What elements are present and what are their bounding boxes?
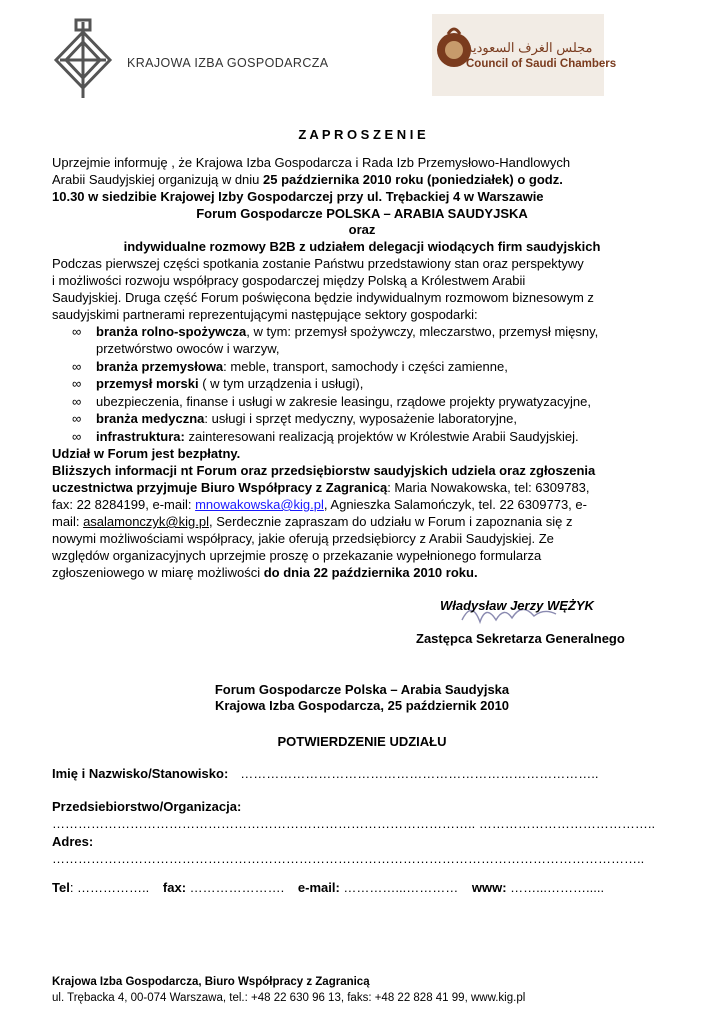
invitation-title: Z A P R O S Z E N I E bbox=[298, 127, 426, 142]
oraz-text: oraz bbox=[348, 222, 376, 237]
address-label: Adres: bbox=[52, 834, 94, 849]
kig-logo bbox=[52, 18, 114, 100]
sector-text: : usługi i sprzęt medyczny, wyposażenie laboratoryjne, bbox=[204, 411, 518, 426]
email-field[interactable]: …………...………… bbox=[339, 880, 459, 895]
sector-item bbox=[96, 376, 363, 391]
bullet-icon: ∞ bbox=[72, 359, 82, 374]
name-field[interactable] bbox=[52, 766, 599, 781]
sector-item bbox=[96, 394, 591, 409]
bullet-icon: ∞ bbox=[72, 411, 82, 426]
free-note: Udział w Forum jest bezpłatny. bbox=[52, 446, 241, 461]
kig-name: KRAJOWA IZBA GOSPODARCZA bbox=[127, 56, 329, 70]
signatory-role: Zastępca Sekretarza Generalnego bbox=[416, 631, 625, 646]
contact-line-2b: : Maria Nowakowska, tel: 6309783, bbox=[387, 480, 590, 495]
name-dots: ……………………………………………………………………….. bbox=[240, 766, 599, 781]
contact-line-4a: mail: bbox=[52, 514, 84, 529]
contact-line-7 bbox=[52, 565, 478, 580]
sector-text: ( w tym urządzenia i usługi), bbox=[198, 376, 364, 391]
intro-line-3: 10.30 w siedzibie Krajowej Izby Gospodarczej przy ul. Trębackiej 4 w Warszawie bbox=[52, 189, 544, 204]
www-label: www: bbox=[471, 880, 507, 895]
contact-line-3 bbox=[52, 497, 587, 512]
email-label: e-mail: bbox=[297, 880, 340, 895]
contact-line-2 bbox=[52, 480, 590, 495]
csc-arabic-name: مجلس الغرف السعودية bbox=[466, 40, 593, 55]
email-link-salamonczyk[interactable]: asalamonczyk@kig.pl bbox=[83, 514, 209, 529]
sector-item bbox=[96, 411, 517, 426]
para-line-4: saudyjskimi partnerami reprezentującymi następujące sektory gospodarki: bbox=[52, 307, 478, 322]
contact-line-1: Bliższych informacji nt Forum oraz przedsiębiorstw saudyjskich udziela oraz zgłoszenia bbox=[52, 463, 596, 478]
sector-text: , w tym: przemysł spożywczy, mleczarstwo, przemysł mięsny, bbox=[246, 324, 599, 339]
csc-name: Council of Saudi Chambers bbox=[466, 58, 617, 70]
contact-line-7a: zgłoszeniowego w miarę możliwości bbox=[52, 565, 264, 580]
contact-line-5: nowymi możliwościami współpracy, jakie oferują przedsiębiorcy z Arabii Saudyjskiej. Ze bbox=[52, 531, 554, 546]
sector-text: zainteresowani realizacją projektów w Królestwie Arabii Saudyjskiej. bbox=[184, 429, 579, 444]
name-label: Imię i Nazwisko/Stanowisko: bbox=[52, 766, 229, 781]
forum-name: Forum Gospodarcze POLSKA – ARABIA SAUDYJSKA bbox=[196, 206, 528, 221]
sector-bold: infrastruktura: bbox=[96, 429, 185, 444]
bullet-icon: ∞ bbox=[72, 376, 82, 391]
para-line-2: i możliwości rozwoju współpracy gospodarczej między Polską a Królestwem Arabii bbox=[52, 273, 526, 288]
intro-line-1: Uprzejmie informuję , że Krajowa Izba Gospodarcza i Rada Izb Przemysłowo-Handlowych bbox=[52, 155, 571, 170]
fax-field[interactable]: …………………. bbox=[186, 880, 285, 895]
sector-item bbox=[96, 324, 598, 339]
intro-date: 25 października 2010 roku (poniedziałek) o godz. bbox=[263, 172, 563, 187]
sector-bold: branża przemysłowa bbox=[96, 359, 224, 374]
footer-org: Krajowa Izba Gospodarcza, Biuro Współpracy z Zagranicą bbox=[52, 976, 370, 988]
para-line-1: Podczas pierwszej części spotkania zostanie Państwu przedstawiony stan oraz perspektywy bbox=[52, 256, 584, 271]
contact-fields-row bbox=[52, 880, 604, 895]
bullet-icon: ∞ bbox=[72, 429, 82, 444]
bullet-icon: ∞ bbox=[72, 324, 82, 339]
intro-line-2a: Arabii Saudyjskiej organizują w dniu bbox=[52, 172, 264, 187]
para-line-3: Saudyjskiej. Druga część Forum poświęcona będzie indywidualnym rozmowom biznesowym z bbox=[52, 290, 594, 305]
www-field[interactable]: ……...………..... bbox=[506, 880, 605, 895]
contact-line-4 bbox=[52, 514, 572, 529]
footer-address: ul. Trębacka 4, 00-074 Warszawa, tel.: +48 22 630 96 13, faks: +48 22 828 41 99, www.kig.pl bbox=[52, 992, 526, 1004]
address-field[interactable]: ……………………………………………………………………………………………………………………….. bbox=[52, 851, 645, 866]
contact-line-3b: , Agnieszka Salamończyk, tel. 22 6309773, e- bbox=[323, 497, 587, 512]
form-heading: POTWIERDZENIE UDZIAŁU bbox=[277, 734, 447, 749]
company-field[interactable]: …………………………………………………………………………………….. ………………………………….. bbox=[52, 816, 656, 831]
b2b-line: indywidualne rozmowy B2B z udziałem delegacji wiodących firm saudyjskich bbox=[123, 239, 601, 254]
contact-office: uczestnictwa przyjmuje Biuro Współpracy z Zagranicą bbox=[52, 480, 388, 495]
tel-field[interactable]: : …………….. bbox=[69, 880, 150, 895]
email-link-nowakowska[interactable]: mnowakowska@kig.pl bbox=[195, 497, 324, 512]
sector-bold: branża medyczna bbox=[96, 411, 205, 426]
intro-line-2 bbox=[52, 172, 563, 187]
fax-label: fax: bbox=[162, 880, 187, 895]
bullet-icon: ∞ bbox=[72, 394, 82, 409]
sector-text: : meble, transport, samochody i części zamienne, bbox=[223, 359, 508, 374]
form-event: Forum Gospodarcze Polska – Arabia Saudyjska bbox=[214, 682, 510, 697]
sector-bold: przemysł morski bbox=[96, 376, 199, 391]
sector-item bbox=[96, 429, 579, 444]
form-org-date: Krajowa Izba Gospodarcza, 25 październik 2010 bbox=[214, 698, 510, 713]
sector-item-cont: przetwórstwo owoców i warzyw, bbox=[96, 341, 280, 356]
signatory-name: Władysław Jerzy WĘŻYK bbox=[440, 598, 594, 613]
contact-line-6: względów organizacyjnych uprzejmie proszę o przekazanie wypełnionego formularza bbox=[52, 548, 542, 563]
sector-text: ubezpieczenia, finanse i usługi w zakresie leasingu, rządowe projekty prywatyzacyjne, bbox=[96, 394, 591, 409]
sector-bold: branża rolno-spożywcza bbox=[96, 324, 247, 339]
deadline-date: do dnia 22 października 2010 roku. bbox=[263, 565, 478, 580]
contact-line-4b: , Serdecznie zapraszam do udziału w Forum i zapoznania się z bbox=[208, 514, 573, 529]
tel-label: Tel bbox=[52, 880, 70, 895]
sector-item bbox=[96, 359, 508, 374]
contact-line-3a: fax: 22 8284199, e-mail: bbox=[52, 497, 196, 512]
company-label: Przedsiebiorstwo/Organizacja: bbox=[52, 799, 242, 814]
